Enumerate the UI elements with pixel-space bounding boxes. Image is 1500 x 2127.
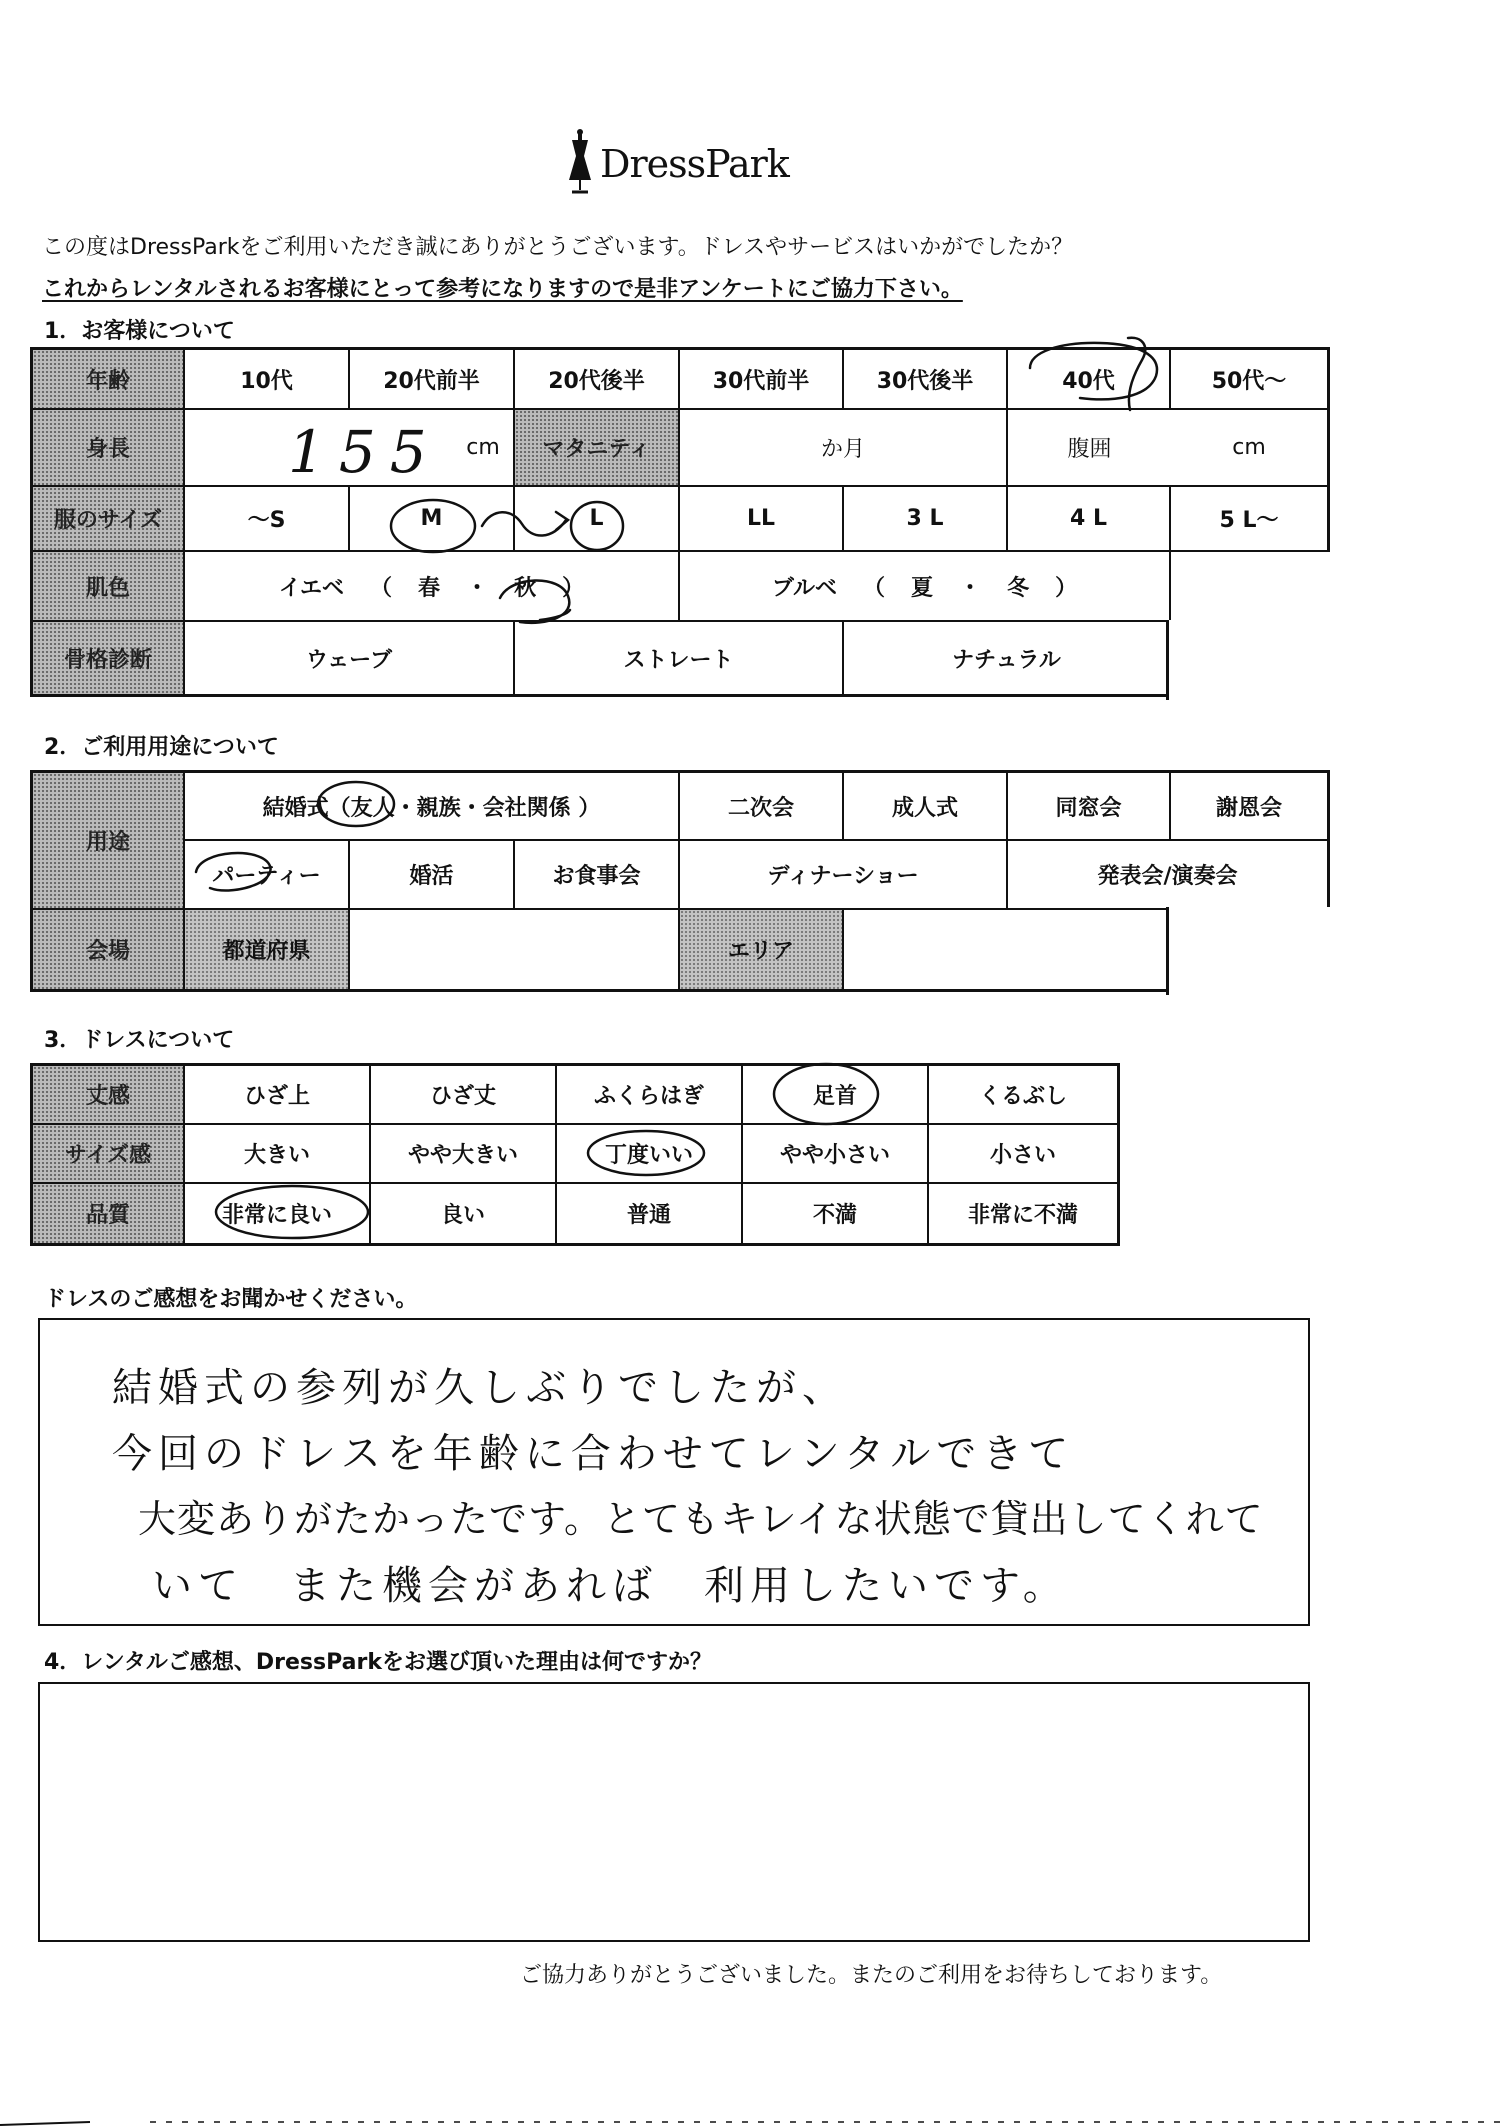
scan-edge [0,2122,90,2125]
waist-label: 腹囲 [1008,410,1171,487]
purpose-label: 用途 [33,773,185,910]
height-value: 155 [288,418,441,486]
summer-option[interactable]: 夏 [911,575,934,601]
wedding-label: 結婚式（ [262,795,351,821]
length-option[interactable]: ふくらはぎ [557,1066,743,1125]
age-option[interactable]: 20代後半 [515,350,680,410]
skin-yellow-label: イエベ [278,575,345,601]
skeleton-option[interactable]: ウェーブ [185,622,515,694]
size-option[interactable]: 4 L [1008,487,1171,552]
skeleton-option[interactable]: ストレート [515,622,844,694]
skin-label: 肌色 [33,552,185,622]
paren: （ [370,575,393,601]
maternity-label: マタニティ [515,410,680,487]
separator: ・ [959,575,982,601]
size-option[interactable]: ～S [185,487,350,552]
reason-box[interactable] [38,1682,1310,1942]
quality-option-selected[interactable]: 非常に良い [185,1184,371,1243]
logo-text: DressPark [600,142,789,186]
quality-option[interactable]: 不満 [743,1184,929,1243]
waist-unit[interactable]: cm [1171,410,1327,487]
dress-table [30,1063,1120,1246]
fit-option-selected[interactable]: 丁度いい [557,1125,743,1184]
autumn-option-selected[interactable]: 秋 [514,575,537,601]
size-option[interactable]: 5 L～ [1171,487,1327,552]
size-option[interactable]: 3 L [844,487,1008,552]
age-option[interactable]: 20代前半 [350,350,515,410]
length-option-selected[interactable]: 足首 [743,1066,929,1125]
length-option[interactable]: ひざ丈 [371,1066,557,1125]
section2-title: 2．ご利用用途について [44,735,279,760]
fit-label: サイズ感 [33,1125,185,1184]
skin-yellow-option[interactable] [185,552,680,622]
section3-title: 3．ドレスについて [44,1028,235,1053]
skin-blue-option[interactable] [680,552,1171,622]
area-field[interactable] [844,910,1171,989]
age-option[interactable]: 30代後半 [844,350,1008,410]
venue-label: 会場 [33,910,185,989]
paren: （ [863,575,886,601]
fit-option[interactable]: 小さい [929,1125,1117,1184]
intro-request: これからレンタルされるお客様にとって参考になりますので是非アンケートにご協力下さい。 [42,277,963,302]
table-notch [1166,620,1339,700]
separator: ・ [466,575,489,601]
age-option[interactable]: 30代前半 [680,350,844,410]
spring-option[interactable]: 春 [418,575,441,601]
impression-line: 今回のドレスを年齢に合わせてレンタルできて [112,1431,1075,1477]
size-option-selected[interactable]: L [515,487,680,552]
footer-thanks: ご協力ありがとうございました。またのご利用をお待ちしております。 [520,1963,1223,1988]
skeleton-label: 骨格診断 [33,622,185,694]
purpose-option[interactable]: 謝恩会 [1171,773,1327,841]
paren: ） [562,575,585,601]
impression-box[interactable] [38,1318,1310,1626]
prefecture-label: 都道府県 [185,910,350,989]
purpose-option[interactable]: 成人式 [844,773,1008,841]
quality-option[interactable]: 良い [371,1184,557,1243]
length-option[interactable]: ひざ上 [185,1066,371,1125]
section1-title: 1．お客様について [44,319,235,344]
wedding-relations: ・親族・会社関係 ） [394,795,601,821]
fit-option[interactable]: やや大きい [371,1125,557,1184]
impression-line: いて また機会があれば 利用したいです。 [152,1563,1069,1609]
purpose-option[interactable]: 同窓会 [1008,773,1171,841]
maternity-months[interactable]: か月 [680,410,1008,487]
age-option[interactable]: 10代 [185,350,350,410]
paren: ） [1055,575,1078,601]
table-notch [1166,907,1339,995]
impression-title: ドレスのご感想をお聞かせください。 [44,1287,418,1312]
usage-table [30,770,1330,992]
purpose-option[interactable]: お食事会 [515,841,680,910]
quality-option[interactable]: 非常に不満 [929,1184,1117,1243]
quality-label: 品質 [33,1184,185,1243]
customer-table [30,347,1330,697]
size-option[interactable]: LL [680,487,844,552]
height-label: 身長 [33,410,185,487]
intro-text: この度はDressParkをご利用いただき誠にありがとうございます。ドレスやサービスはいかがでしたか？ [42,235,1074,260]
impression-line: 結婚式の参列が久しぶりでしたが、 [112,1365,848,1411]
party-option-selected[interactable]: パーティー [185,841,350,910]
age-option[interactable]: 50代～ [1171,350,1327,410]
friend-option-selected[interactable]: 友人 [350,795,395,821]
skeleton-option[interactable]: ナチュラル [844,622,1171,694]
purpose-option[interactable]: 発表会/演奏会 [1008,841,1327,910]
quality-option[interactable]: 普通 [557,1184,743,1243]
age-option-selected[interactable]: 40代 [1008,350,1171,410]
winter-option[interactable]: 冬 [1007,575,1030,601]
height-unit: cm [453,410,515,487]
purpose-option[interactable]: 婚活 [350,841,515,910]
size-label: 服のサイズ [33,487,185,552]
impression-line: 大変ありがたかったです。とてもキレイな状態で貸出してくれて [138,1497,1264,1541]
purpose-option[interactable]: ディナーショー [680,841,1008,910]
empty-cell [1171,552,1330,622]
skin-blue-label: ブルベ [771,575,838,601]
age-label: 年齢 [33,350,185,410]
purpose-option[interactable]: 二次会 [680,773,844,841]
section4-title: 4．レンタルご感想、DressParkをお選び頂いた理由は何ですか？ [44,1650,712,1675]
wedding-option[interactable] [185,773,680,841]
prefecture-field[interactable] [350,910,680,989]
fit-option[interactable]: 大きい [185,1125,371,1184]
dress-mannequin-icon [560,126,600,196]
length-option[interactable]: くるぶし [929,1066,1117,1125]
length-label: 丈感 [33,1066,185,1125]
size-option-selected[interactable]: M [350,487,515,552]
area-label: エリア [680,910,844,989]
fit-option[interactable]: やや小さい [743,1125,929,1184]
